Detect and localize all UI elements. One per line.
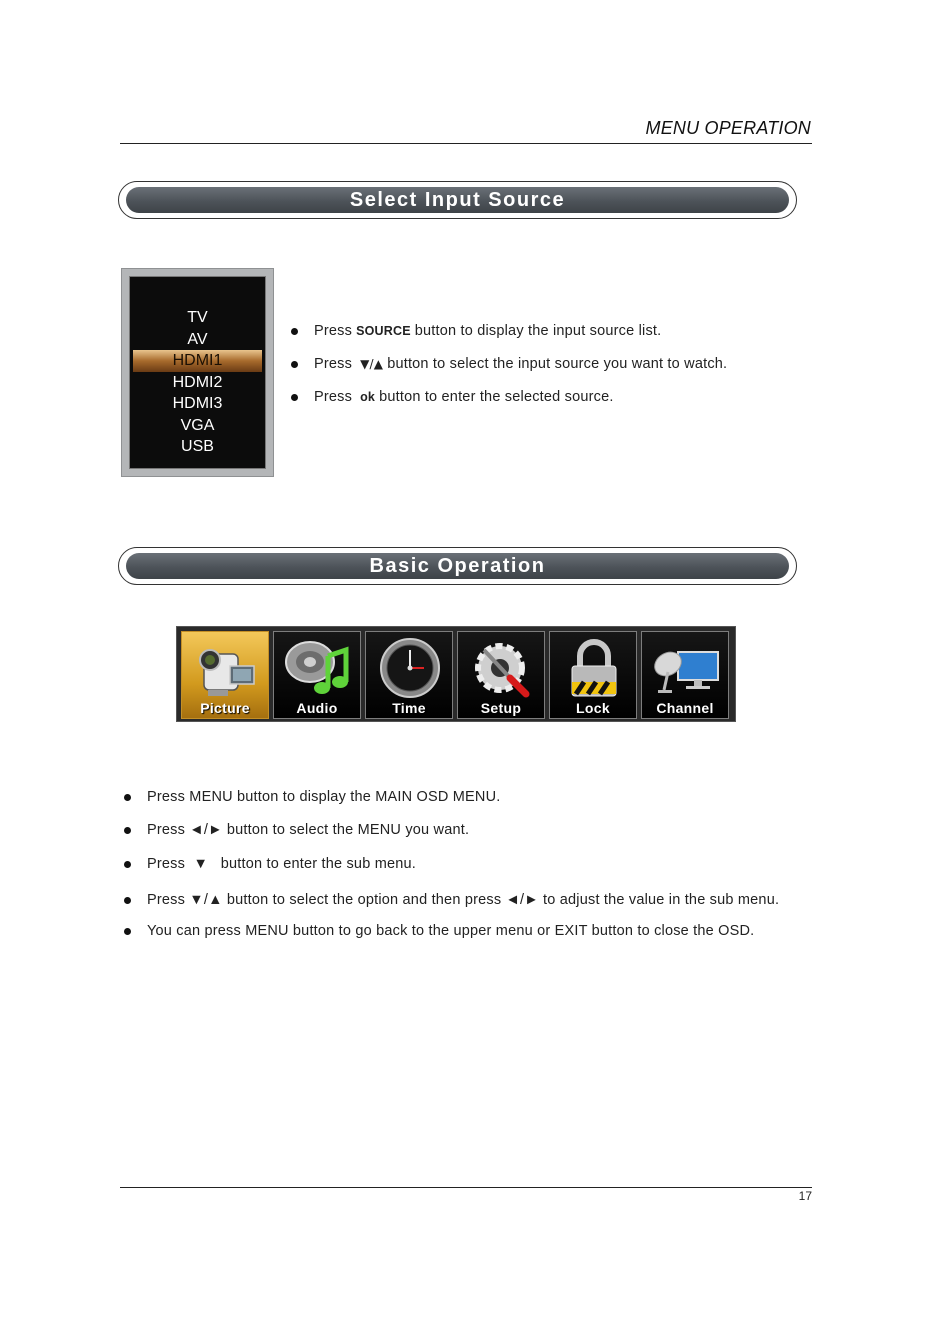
- bullet-icon: [291, 394, 298, 401]
- bullet-icon: [291, 328, 298, 335]
- section-bar-basic-operation: [118, 547, 797, 585]
- menu-tile-label: Lock: [576, 700, 610, 716]
- bullet-icon: [124, 928, 131, 935]
- speaker-note-icon: [282, 636, 354, 700]
- section-title: Select Input Source: [349, 188, 566, 211]
- menu-tile-lock[interactable]: [549, 631, 637, 719]
- header-rule: [120, 143, 812, 144]
- source-item-hdmi1[interactable]: HDMI1: [133, 350, 262, 372]
- menu-tile-label: Setup: [480, 700, 522, 716]
- gear-tools-icon: [466, 636, 538, 700]
- arrow-keys-label: ▼/▲: [360, 357, 384, 371]
- bullet-icon: [124, 794, 131, 801]
- key-label: ok: [360, 390, 376, 404]
- header-title: MENU OPERATION: [645, 118, 811, 138]
- section-bar-input-source: [118, 181, 797, 219]
- menu-tile-label: Time: [392, 700, 426, 716]
- menu-tile-setup[interactable]: [457, 631, 545, 719]
- padlock-icon: [558, 636, 630, 700]
- bullet-icon: [124, 861, 131, 868]
- input-source-list-panel: [121, 268, 274, 477]
- menu-tile-picture[interactable]: [181, 631, 269, 719]
- menu-tile-channel[interactable]: [641, 631, 729, 719]
- main-osd-menu-bar: [176, 626, 736, 722]
- source-item-hdmi2[interactable]: HDMI2: [172, 373, 223, 391]
- source-item-hdmi3[interactable]: HDMI3: [172, 395, 223, 412]
- instruction-item: Press SOURCE button to display the input source list.: [291, 323, 661, 339]
- key-label: SOURCE: [356, 324, 411, 338]
- menu-tile-label: Picture: [200, 700, 250, 716]
- bullet-icon: [291, 361, 298, 368]
- menu-tile-time[interactable]: [365, 631, 453, 719]
- bullet-icon: [124, 827, 131, 834]
- clock-icon: [374, 636, 446, 700]
- source-item-tv[interactable]: TV: [187, 309, 208, 326]
- instruction-item: You can press MENU button to go back to the upper menu or EXIT button to close the OSD.: [124, 923, 754, 939]
- menu-tile-label: Audio: [296, 700, 338, 716]
- source-item-usb[interactable]: USB: [181, 438, 214, 455]
- instruction-item: Press ok button to enter the selected source.: [291, 389, 614, 405]
- source-item-vga[interactable]: VGA: [180, 416, 215, 434]
- instruction-item: Press ▼/▲ button to select the input source you want to watch.: [291, 356, 727, 372]
- source-item-av[interactable]: AV: [187, 330, 208, 348]
- bullet-icon: [124, 897, 131, 904]
- instruction-item: Press ▼ button to enter the sub menu.: [124, 856, 416, 872]
- instruction-item: Press MENU button to display the MAIN OSD MENU.: [124, 789, 500, 805]
- satellite-monitor-icon: [650, 636, 722, 700]
- menu-tile-audio[interactable]: [273, 631, 361, 719]
- camcorder-icon: [190, 636, 262, 700]
- footer-rule: [120, 1187, 812, 1188]
- page-number: 17: [798, 1189, 812, 1203]
- instruction-item: Press ◄/► button to select the MENU you want.: [124, 822, 469, 838]
- instruction-item: Press ▼/▲ button to select the option and then press ◄/► to adjust the value in the sub menu.: [124, 892, 779, 908]
- section-title: Basic Operation: [369, 554, 546, 577]
- menu-tile-label: Channel: [656, 700, 714, 716]
